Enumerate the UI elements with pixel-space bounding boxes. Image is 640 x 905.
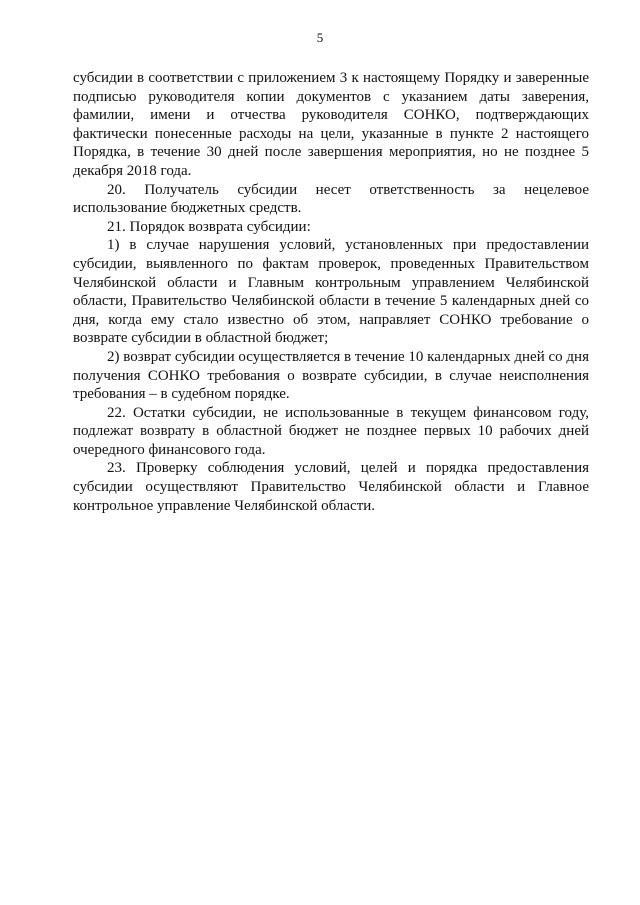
paragraph-subitem-21-1: 1) в случае нарушения условий, установленных при предоставлении субсидии, выявленного по фактам проверок, проведенных Правительством Челябинской области и Главным контрольным управлением Челябинской области, Правительство Челябинской области в течение 5 календарных дней со дня, когда ему стало известно об этом, направляет СОНКО требование о возврате субсидии в областной бюджет; <box>73 237 589 347</box>
document-body <box>73 69 589 515</box>
paragraph-item-23: 23. Проверку соблюдения условий, целей и порядка предоставления субсидии осуществляют Правительство Челябинской области и Главное контрольное управление Челябинской области. <box>73 460 589 514</box>
page-number: 5 <box>316 30 324 45</box>
paragraph-item-21: 21. Порядок возврата субсидии: <box>107 218 311 235</box>
paragraph-item-20: 20. Получатель субсидии несет ответственность за нецелевое использование бюджетных средств. <box>73 181 589 217</box>
paragraph-continuation: субсидии в соответствии с приложением 3 к настоящему Порядку и заверенные подписью руководителя копии документов с указанием даты заверения, фамилии, имени и отчества руководителя СОНКО, подтверждающих фактически понесенные расходы на цели, указанные в пункте 2 настоящего Порядка, в течение 30 дней после завершения мероприятия, но не позднее 5 декабря 2018 года. <box>73 70 589 179</box>
paragraph-item-22: 22. Остатки субсидии, не использованные в текущем финансовом году, подлежат возврату в областной бюджет не позднее первых 10 рабочих дней очередного финансового года. <box>73 404 589 458</box>
paragraph-subitem-21-2: 2) возврат субсидии осуществляется в течение 10 календарных дней со дня получения СОНКО требования о возврате субсидии, в случае неисполнения требования – в судебном порядке. <box>73 348 589 403</box>
